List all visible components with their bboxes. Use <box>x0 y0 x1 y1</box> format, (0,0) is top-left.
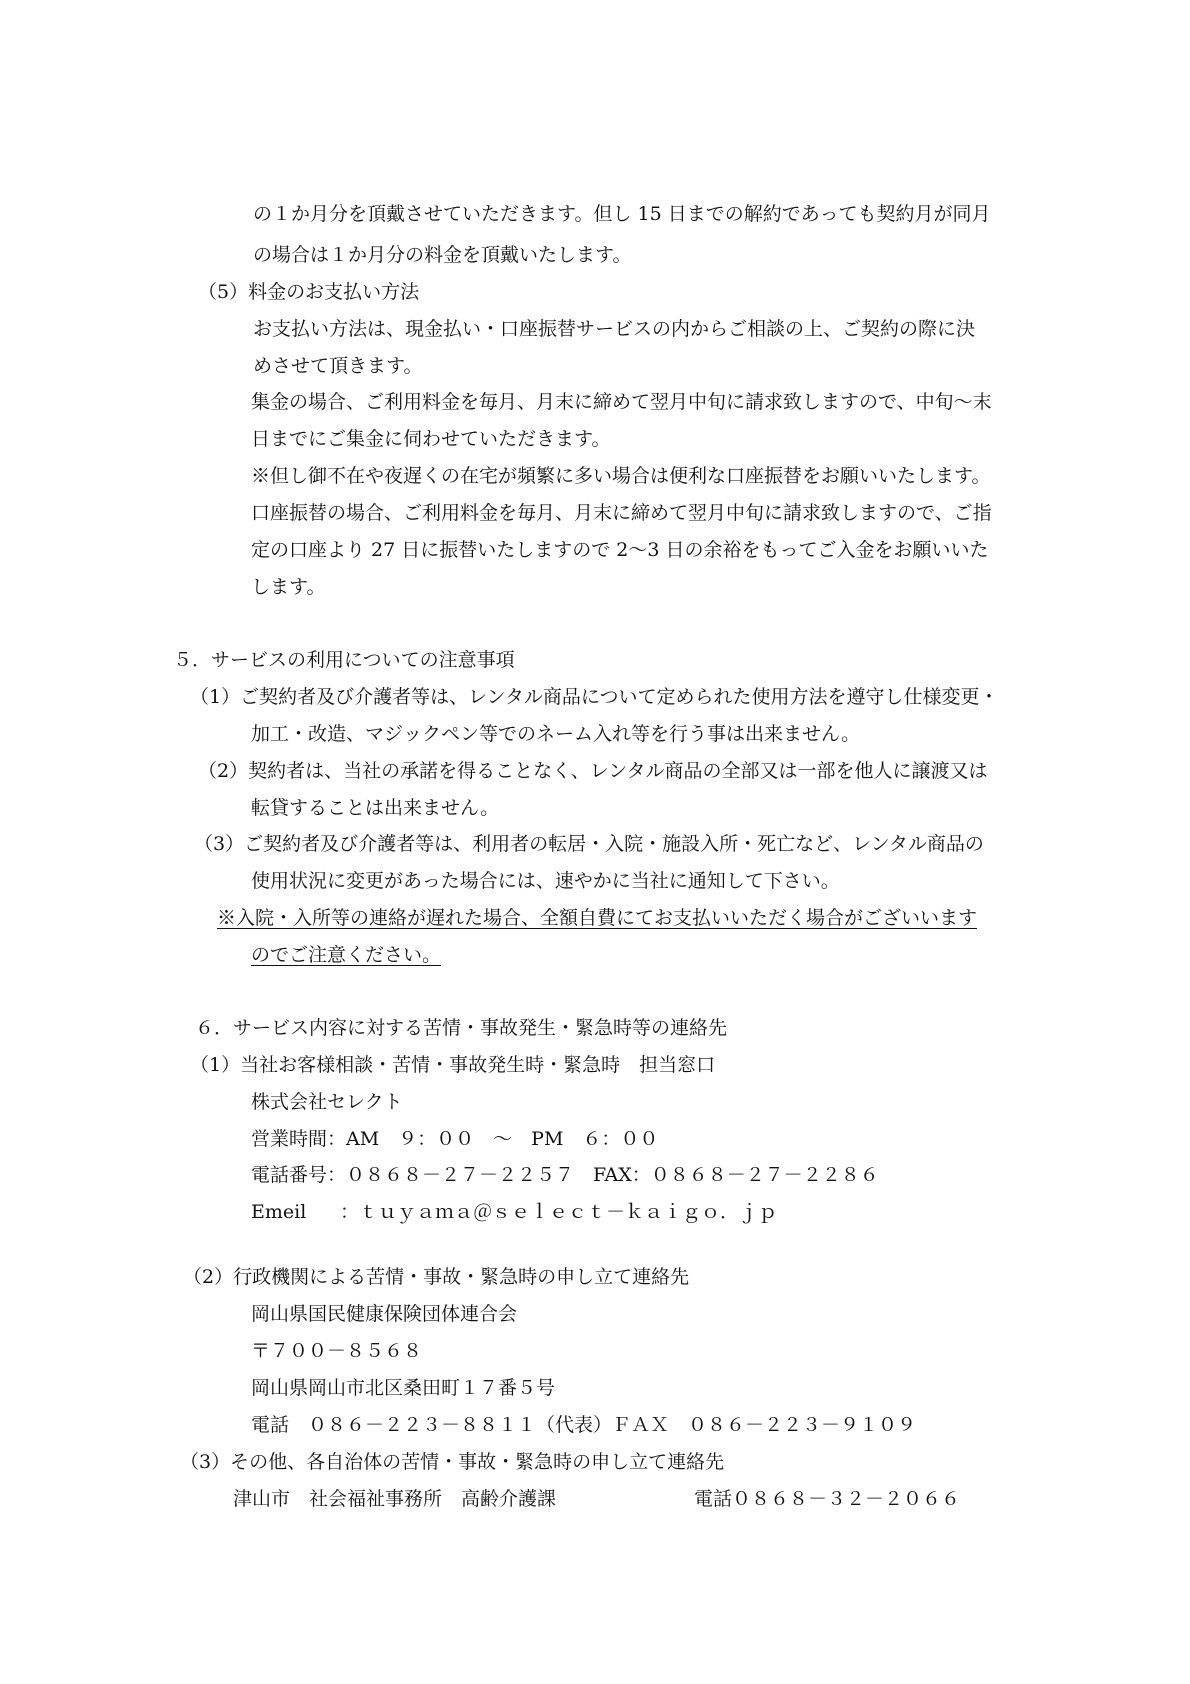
payment-p1-line1: お支払い方法は、現金払い・口座振替サービスの内からご相談の上、ご契約の際に決 <box>253 318 976 340</box>
payment-p4-line1: 口座振替の場合、ご利用料金を毎月、月末に締めて翌月中旬に請求致しますので、ご指 <box>251 502 992 524</box>
payment-p2-line1: 集金の場合、ご利用料金を毎月、月末に締めて翌月中旬に請求致しますので、中旬～末 <box>251 391 992 413</box>
sec6-item3-heading: （3）その他、各自治体の苦情・事故・緊急時の申し立て連絡先 <box>180 1451 725 1473</box>
sec4-line2: の場合は１か月分の料金を頂戴いたします。 <box>253 244 632 266</box>
sec5-item1-line2: 加工・改造、マジックペン等でのネーム入れ等を行う事は出来ません。 <box>251 723 861 745</box>
item5-heading: （5）料金のお支払い方法 <box>198 281 420 303</box>
sec5-heading: ５．サービスの利用についての注意事項 <box>173 649 515 671</box>
company-phone-fax: 電話番号：０８６８－２７－２２５７ FAX：０８６８－２７－２２８６ <box>251 1164 879 1186</box>
org-name: 岡山県国民健康保険団体連合会 <box>251 1303 518 1325</box>
payment-p3: ※但し御不在や夜遅くの在宅が頻繁に多い場合は便利な口座振替をお願いいたします。 <box>251 465 991 487</box>
payment-p2-line2: 日までにご集金に伺わせていただきます。 <box>251 428 611 450</box>
payment-p4-line2: 定の口座より 27 日に振替いたしますので 2～3 日の余裕をもってご入金をお願いいた <box>251 539 989 561</box>
org-phone-fax: 電話 ０８６－２２３－８８１１（代表）ＦＡＸ ０８６－２２３－９１０９ <box>251 1414 917 1436</box>
postal-code: 〒７００－８５６８ <box>251 1340 423 1362</box>
email-value: ：ｔｕｙａｍａ＠ｓｅｌｅｃｔ－ｋａｉｇｏ．ｊｐ <box>340 1201 778 1223</box>
payment-p1-line2: めさせて頂きます。 <box>253 355 423 377</box>
sec5-item1-line1: （1）ご契約者及び介護者等は、レンタル商品について定められた使用方法を遵守し仕様変更・ <box>190 686 999 708</box>
sec5-item2-line2: 転貸することは出来ません。 <box>251 797 500 819</box>
sec5-note-line1: ※入院・入所等の連絡が遅れた場合、全額自費にてお支払いいただく場合がございいます <box>217 907 978 929</box>
municipality-phone: 電話０８６８－３２－２０６６ <box>694 1488 961 1510</box>
municipality-office: 津山市 社会福祉事務所 高齢介護課 <box>233 1488 557 1510</box>
sec5-item3-line1: （3）ご契約者及び介護者等は、利用者の転居・入院・施設入所・死亡など、レンタル商品の <box>194 833 984 855</box>
sec6-heading: ６．サービス内容に対する苦情・事故発生・緊急時等の連絡先 <box>195 1017 728 1039</box>
sec5-item2-line1: （2）契約者は、当社の承諾を得ることなく、レンタル商品の全部又は一部を他人に譲渡又は <box>198 760 988 782</box>
company-name: 株式会社セレクト <box>251 1091 403 1113</box>
sec4-line1: の１か月分を頂戴させていただきます。但し 15 日までの解約であっても契約月が同月 <box>253 203 991 225</box>
org-address: 岡山県岡山市北区桑田町１７番５号 <box>251 1377 556 1399</box>
payment-p4-line3: します。 <box>251 576 326 598</box>
sec5-note-line2: のでご注意ください。 <box>251 944 442 966</box>
sec6-item2-heading: （2）行政機関による苦情・事故・緊急時の申し立て連絡先 <box>183 1266 690 1288</box>
business-hours: 営業時間：AM ９：００ ～ PM ６：００ <box>251 1128 659 1150</box>
sec6-item1-heading: （1）当社お客様相談・苦情・事故発生時・緊急時 担当窓口 <box>190 1054 716 1076</box>
email-label: Emeil <box>251 1201 307 1223</box>
sec5-item3-line2: 使用状況に変更があった場合には、速やかに当社に通知して下さい。 <box>251 870 840 892</box>
